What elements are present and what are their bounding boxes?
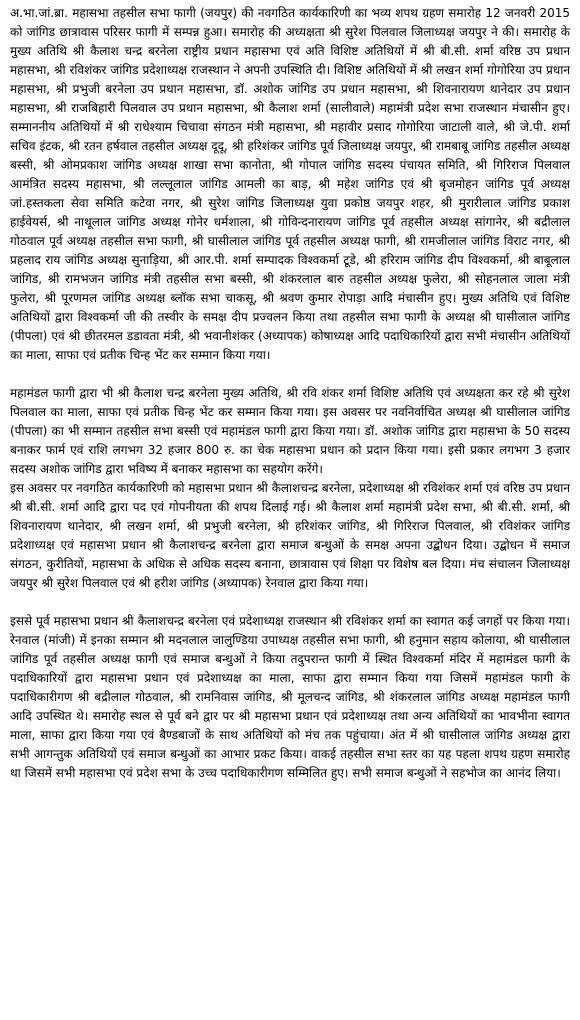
- paragraph-spacer: [10, 593, 570, 612]
- article-paragraph-2: महामंडल फागी द्वारा भी श्री कैलाश चन्द्र बरनेला मुख्य अतिथि, श्री रवि शंकर शर्मा विशिष्ट अतिथि एवं अध्यक्षता कर रहे श्री सुरेश पिलवाल का माला, साफा एवं प्रतीक चिन्ह भेंट कर सम्मान किया गया। इस अवसर पर नवनिर्वाचित अध्यक्ष श्री घासीलाल जांगिड (पीपला) का भी सम्मान तहसील सभा बस्सी एवं महामंडल फागी द्वारा किया गया। डॉ. अशोक जांगिड द्वारा महासभा के 50 सदस्य बनाकर फार्म एवं राशि लगभग 32 हजार 800 रु. का चेक महासभा प्रधान को प्रदान किया गया। इसी प्रकार लगभग 3 हजार सदस्य अशोक जांगिड द्वारा भविष्य में बनाकर महासभा का सहयोग करेंगे।: [10, 386, 570, 476]
- article-paragraph-3: इस अवसर पर नवगठित कार्यकारिणी को महासभा प्रधान श्री कैलाशचन्द्र बरनेला, प्रदेशाध्यक्ष श्री रविशंकर शर्मा एवं वरिष्ठ उप प्रधान श्री बी.सी. शर्मा आदि द्वारा पद एवं गोपनीयता की शपथ दिलाई गई। श्री कैलाश शर्मा महामंत्री प्रदेश सभा, श्री बी.सी. शर्मा, श्री शिवनारायण थानेदार, श्री लखन शर्मा, श्री प्रभुजी बरनेला, श्री हरिशंकर जांगिड, श्री गिरिराज पिलवाल, श्री रविशंकर जांगिड प्रदेशाध्यक्ष एवं महासभा प्रधान श्री कैलाशचन्द्र बरनेला द्वारा समाज बन्धुओं के समक्ष अपना उद्बोधन दिया। उद्बोधन में समाज संगठन, कुरीतियों, महासभा के अधिक से अधिक सदस्य बनाना, छात्रावास एवं शिक्षा पर विशेष बल दिया। मंच संचालन जिलाध्यक्ष जयपुर श्री सुरेश पिलवाल एवं श्री हरीश जांगिड (अध्यापक) रेनवाल द्वारा किया गया।: [10, 481, 570, 590]
- paragraph-spacer: [10, 365, 570, 384]
- article-paragraph-4: इससे पूर्व महासभा प्रधान श्री कैलाशचन्द्र बरनेला एवं प्रदेशाध्यक्ष राजस्थान श्री रविशंकर शर्मा का स्वागत कई जगहों पर किया गया। रेनवाल (मांजी) में इनका सम्मान श्री मदनलाल जालुण्डिया उपाध्यक्ष तहसील सभा फागी, श्री हनुमान सहाय कोलाया, श्री घासीलाल जांगिड पूर्व तहसील अध्यक्ष फागी एवं समाज बन्धुओं ने किया तदुपरान्त फागी में स्थित विश्वकर्मा मंदिर में महामंडल फागी के पदाधिकारियों द्वारा महासभा प्रधान एवं प्रदेशाध्यक्ष का माला, साफा द्वारा सम्मान किया गया जिसमें महामंडल फागी के पदाधिकारीगण श्री बद्रीलाल गोठवाल, श्री रामनिवास जांगिड, श्री मूलचन्द जांगिड, श्री शंकरलाल जांगिड अध्यक्ष महामंडल फागी आदि उपस्थित थे। समारोह स्थल से पूर्व बने द्वार पर श्री महासभा प्रधान एवं प्रदेशाध्यक्ष तथा अन्य अतिथियों का भावभीना स्वागत माला, साफा द्वारा किया गया एवं बैण्डबाजों के साथ अतिथियों को मंच तक पहुंचाया। अंत में श्री घासीलाल जांगिड अध्यक्ष द्वारा सभी आगन्तुक अतिथियों एवं समाज बन्धुओं का आभार प्रकट किया। वाकई तहसील सभा स्तर का यह पहला शपथ ग्रहण समारोह था जिसमें सभी महासभा एवं प्रदेश सभा के उच्च पदाधिकारीगण सम्मिलित हुए। सभी समाज बन्धुओं ने सहभोज का आनंद लिया।: [10, 614, 570, 780]
- article-paragraph-1: अ.भा.जां.ब्रा. महासभा तहसील सभा फागी (जयपुर) की नवगठित कार्यकारिणी का भव्य शपथ ग्रहण समारोह 12 जनवरी 2015 को जांगिड छात्रावास परिसर फागी में सम्पन्न हुआ। समारोह की अध्यक्षता श्री सुरेश पिलवाल जिलाध्यक्ष जयपुर ने की। समारोह के मुख्य अतिथि श्री कैलाश चन्द्र बरनेला राष्ट्रीय प्रधान महासभा एवं अति विशिष्ट अतिथियों में श्री बी.सी. शर्मा वरिष्ठ उप प्रधान महासभा, श्री रविशंकर जांगिड प्रदेशाध्यक्ष राजस्थान ने अपनी उपस्थिति दी। विशिष्ट अतिथियों में श्री लखन शर्मा गोगोरिया उप प्रधान महासभा, श्री प्रभुजी बरनेला उप प्रधान महासभा, डॉ. अशोक जांगिड उप प्रधान महासभा, श्री शिवनारायण थानेदार उप प्रधान महासभा, श्री राजबिहारी पिलवाल उप प्रधान महासभा, श्री कैलाश शर्मा (सालीवाले) महामंत्री प्रदेश सभा राजस्थान मंचासीन हुए। सम्माननीय अतिथियों में श्री राधेश्याम चिचावा संगठन मंत्री महासभा, श्री महावीर प्रसाद गोगोरिया जाटाली वाले, श्री जे.पी. शर्मा सचिव इंटक, श्री रतन हर्षवाल तहसील अध्यक्ष दूदू, श्री हरिशंकर जांगिड पूर्व जिलाध्यक्ष जयपुर, श्री रामबाबू जांगिड तहसील अध्यक्ष बस्सी, श्री ओमप्रकाश जांगिड अध्यक्ष शाखा सभा कानोता, श्री गोपाल जांगिड सदस्य पंचायत समिति, श्री गिरिराज पिलवाल आमंत्रित सदस्य महासभा, श्री लल्लूलाल जांगिड आमली का बाड़, श्री महेश जांगिड एवं श्री बृजमोहन जांगिड पूर्व अध्यक्ष जां.हस्तकला सेवा समिति कटेवा नगर, श्री सुरेश जांगिड जिलाध्यक्ष युवा प्रकोष्ठ जयपुर शहर, श्री मुरारीलाल जांगिड प्रकाश हाईवेयर्स, श्री नाथूलाल जांगिड अध्यक्ष गोनेर धर्मशाला, श्री गोविन्दनारायण जांगिड पूर्व तहसील अध्यक्ष सांगानेर, श्री बद्रीलाल गोठवाल पूर्व अध्यक्ष तहसील सभा फागी, श्री घासीलाल जांगिड पूर्व तहसील अध्यक्ष फागी, श्री रामजीलाल जांगिड विराट नगर, श्री प्रहलाद राय जांगिड अध्यक्ष सुनाड़िया, श्री आर.पी. शर्मा सम्पादक विश्वकर्मा टूडे, श्री हरिराम जांगिड दीप विश्वकर्मा, श्री बाबूलाल जांगिड, श्री रामभजन जांगिड मंत्री तहसील सभा बस्सी, श्री शंकरलाल बारु तहसील अध्यक्ष फुलेरा, श्री सोहनलाल जाला मंत्री फुलेरा, श्री पूरणमल जांगिड अध्यक्ष ब्लॉक सभा चाकसू, श्री श्रवण कुमार रोपाड़ा आदि मंचासीन हुए। मुख्य अतिथि एवं विशिष्ट अतिथियों द्वारा विश्वकर्मा जी की तस्वीर के समक्ष दीप प्रज्वलन किया तथा तहसील सभा फागी के अध्यक्ष श्री घासीलाल जांगिड (पीपला) एवं श्री छीतरमल डडावता मंत्री, श्री भवानीशंकर (अध्यापक) कोषाध्यक्ष आदि पदाधिकारियों द्वारा सभी मंचासीन अतिथियों का माला, साफा एवं प्रतीक चिन्ह भेंट कर सम्मान किया गया।: [10, 6, 570, 362]
